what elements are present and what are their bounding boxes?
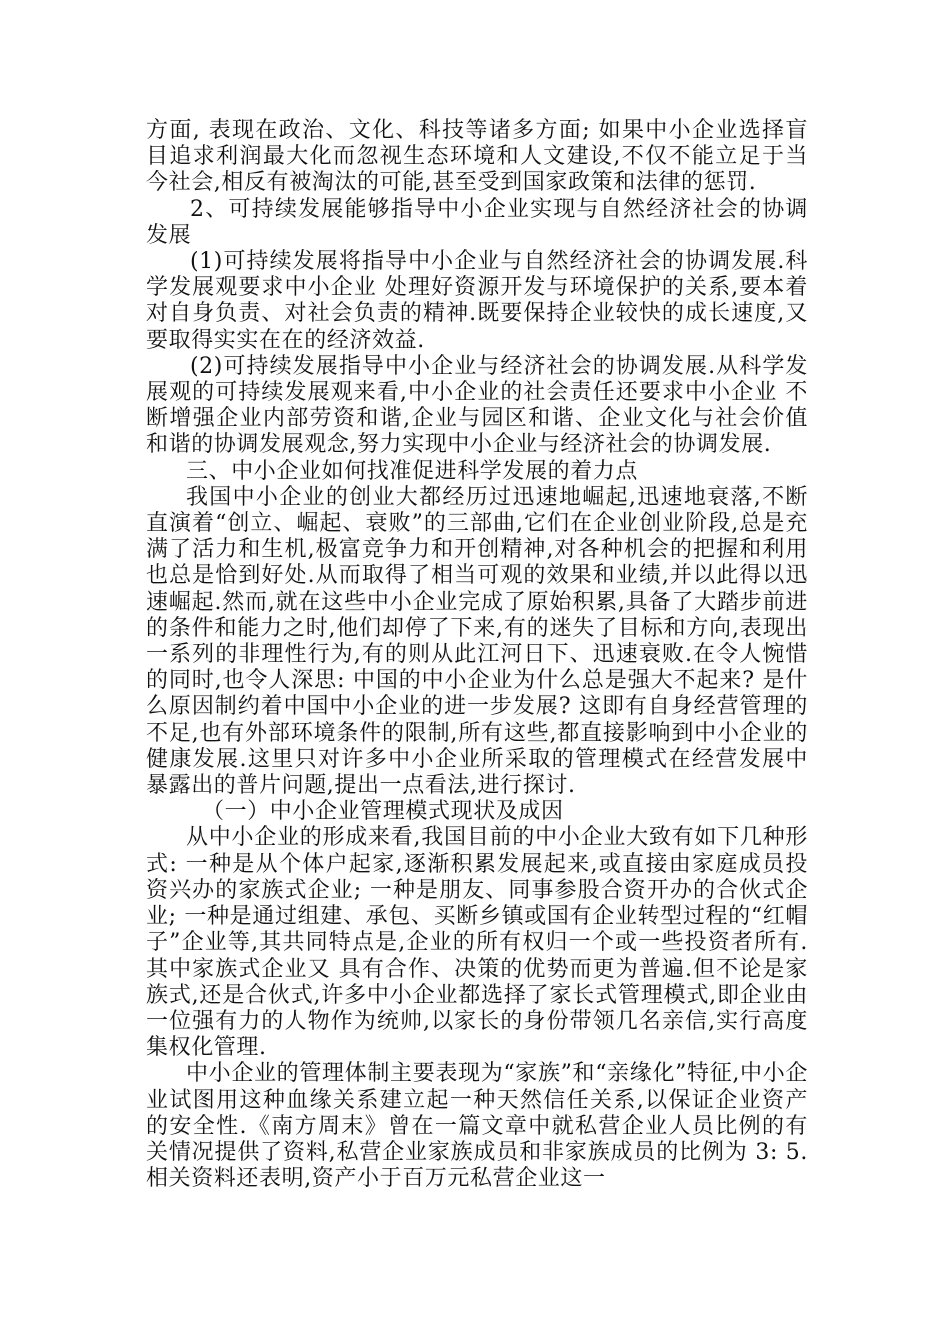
paragraph-sme-history: 我国中小企业的创业大都经历过迅速地崛起,迅速地衰落,不断直演着“创立、崛起、衰败”的三部曲,它们在企业创业阶段,总是充满了活力和生机,极富竞争力和开创精神,对各种机会的把握和利用也总是恰到好处.从而取得了相当可观的效果和业绩,并以此得以迅速崛起.然而,就在这些中小企业完成了原始积累,具备了大踏步前进的条件和能力之时,他们却停了下来,有的迷失了目标和方向,表现出一系列的非理性行为,有的则从此江河日下、迅速衰败.在令人惋惜的同时,也令人深思: 中国的中小企业为什么总是强大不起来? 是什么原因制约着中国中小企业的进一步发展? 这即有自身经营管理的不足,也有外部环境条件的限制,所有这些,都直接影响到中小企业的健康发展.这里只对许多中小企业所采取的管理模式在经营发展中暴露出的普片问题,提出一点看法,进行探讨. (146, 484, 808, 799)
paragraph-point-1: (1)可持续发展将指导中小企业与自然经济社会的协调发展.科学发展观要求中小企业 处理好资源开发与环境保护的关系,要本着对自身负责、对社会负责的精神.既要保持企业较快的成长速度,又要取得实实在在的经济效益. (146, 249, 808, 353)
paragraph-point-2: (2)可持续发展指导中小企业与经济社会的协调发展.从科学发展观的可持续发展观来看,中小企业的社会责任还要求中小企业 不断增强企业内部劳资和谐,企业与园区和谐、企业文化与社会价值和谐的协调发展观念,努力实现中小企业与经济社会的协调发展. (146, 353, 808, 458)
document-body (146, 118, 808, 1192)
paragraph-sme-forms: 从中小企业的形成来看,我国目前的中小企业大致有如下几种形式: 一种是从个体户起家,逐渐积累发展起来,或直接由家庭成员投资兴办的家族式企业; 一种是朋友、同事参股合资开办的合伙式企业; 一种是通过组建、承包、买断乡镇或国有企业转型过程的“红帽子”企业等,其共同特点是,企业的所有权归一个或一些投资者所有.其中家族式企业又 具有合作、决策的优势而更为普遍.但不论是家族式,还是合伙式,许多中小企业都选择了家长式管理模式,即企业由一位强有力的人物作为统帅,以家长的身份带领几名亲信,实行高度集权化管理. (146, 825, 808, 1061)
section-heading-sustainable-development: 2、可持续发展能够指导中小企业实现与自然经济社会的协调发展 (146, 196, 808, 248)
paragraph-intro-continuation: 方面, 表现在政治、文化、科技等诸多方面; 如果中小企业选择盲目追求利润最大化而忽视生态环境和人文建设,不仅不能立足于当今社会,相反有被淘汰的可能,甚至受到国家政策和法律的惩罚. (146, 118, 808, 196)
paragraph-management-system: 中小企业的管理体制主要表现为“家族”和“亲缘化”特征,中小企业试图用这种血缘关系建立起一种天然信任关系,以保证企业资产的安全性.《南方周末》曾在一篇文章中就私营企业人员比例的有关情况提供了资料,私营企业家族成员和非家族成员的比例为 3: 5.相关资料还表明,资产小于百万元私营企业这一 (146, 1061, 808, 1192)
subsection-heading-management-mode: （一）中小企业管理模式现状及成因 (202, 799, 564, 825)
section-heading-three: 三、中小企业如何找准促进科学发展的着力点 (186, 458, 639, 484)
